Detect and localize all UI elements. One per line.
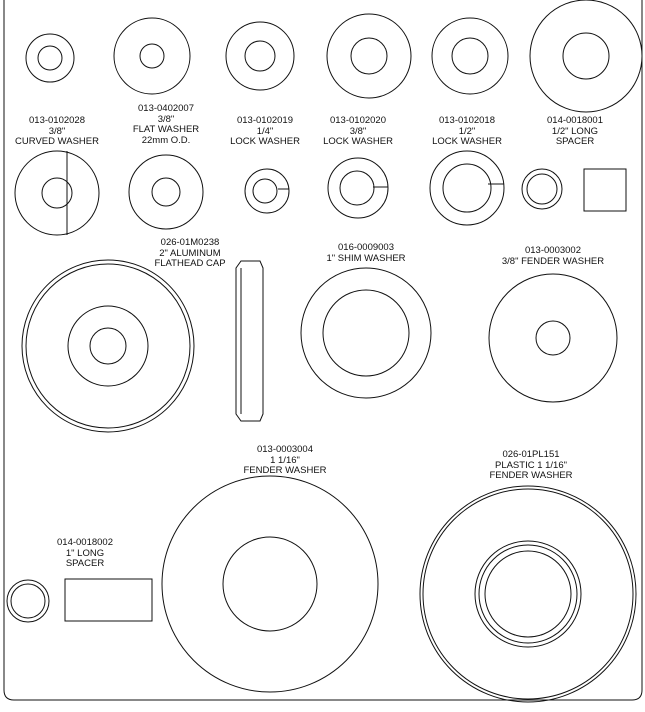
shim-washer-top-view: [301, 268, 431, 398]
label-plastic-fender-washer: [489, 450, 572, 482]
long-spacer-1-2-top-view: [530, 0, 642, 112]
long-spacer-1-side-view: [65, 579, 152, 621]
part-number: 013-0003004: [256, 444, 313, 455]
flat-washer-side-view: [129, 155, 203, 229]
part-number: 016-0009003: [338, 242, 394, 253]
lock-washer-1-4-split-view: [245, 169, 289, 213]
fender-washer-1-1-16-top-view: [162, 476, 378, 692]
part-size: PLASTIC 1 1/16": [494, 459, 568, 471]
tray-outline: [4, 0, 642, 700]
part-number: 026-01PL151: [502, 449, 560, 460]
label-lock-washer-3-8: [323, 116, 393, 148]
label-fender-washer-1-1-16: [243, 445, 326, 477]
part-description: SPACER: [555, 136, 595, 147]
label-aluminum-flathead-cap: [154, 238, 225, 270]
part-description: 1" SHIM WASHER: [326, 252, 406, 264]
part-number: 013-0102019: [236, 115, 293, 126]
part-size: 3/8": [157, 113, 175, 125]
part-description: 3/8" FENDER WASHER: [501, 255, 605, 267]
label-shim-washer: [326, 243, 405, 264]
plastic-fender-washer-top-view: [420, 486, 636, 702]
part-description: CURVED WASHER: [15, 136, 99, 147]
part-description: SPACER: [65, 558, 105, 569]
label-flat-washer: [133, 104, 199, 146]
label-curved-washer: [15, 116, 99, 148]
lock-washer-1-4-top-view: [226, 22, 294, 90]
label-long-spacer-1-2: [547, 116, 603, 148]
part-size: 1/4": [256, 125, 274, 137]
part-description: FENDER WASHER: [243, 465, 327, 476]
part-number: 013-0102020: [329, 115, 386, 126]
part-size: 3/8": [48, 125, 66, 137]
long-spacer-1-end-view: [7, 580, 49, 622]
lock-washer-3-8-top-view: [327, 14, 411, 98]
part-description: LOCK WASHER: [323, 136, 393, 147]
part-description: FLAT WASHER: [132, 124, 200, 135]
curved-washer-top-view: [26, 34, 74, 82]
part-number: 026-01M0238: [160, 237, 220, 248]
part-size: 1 1/16": [270, 454, 300, 466]
part-description: FENDER WASHER: [489, 470, 573, 481]
long-spacer-1-2-end-view: [522, 169, 562, 209]
flat-washer-top-view: [114, 18, 190, 94]
part-description: LOCK WASHER: [230, 136, 300, 147]
part-number: 013-0003002: [524, 245, 581, 256]
part-size: 1/2" LONG: [551, 125, 599, 137]
lock-washer-3-8-split-view: [328, 158, 388, 218]
part-number: 014-0018001: [547, 115, 603, 126]
label-lock-washer-1-4: [230, 116, 300, 148]
fender-washer-3-8-top-view: [489, 274, 617, 402]
curved-washer-side-view: [15, 151, 99, 235]
part-number: 014-0018002: [57, 537, 113, 548]
part-size: 2" ALUMINUM: [159, 247, 221, 259]
aluminum-flathead-cap-top-view: [22, 260, 194, 432]
part-size: 3/8": [349, 125, 367, 137]
part-number: 013-0102018: [438, 115, 495, 126]
lock-washer-1-2-split-view: [430, 151, 504, 225]
aluminum-flathead-cap-side-view: [236, 261, 263, 421]
label-long-spacer-1: [57, 538, 113, 570]
lock-washer-1-2-top-view: [432, 18, 508, 94]
part-description: LOCK WASHER: [432, 136, 502, 147]
long-spacer-1-2-side-view: [584, 169, 626, 211]
label-lock-washer-1-2: [432, 116, 502, 148]
part-description: FLATHEAD CAP: [154, 258, 226, 269]
part-number: 013-0402007: [138, 103, 194, 114]
part-size: 1/2": [458, 125, 476, 137]
part-number: 013-0102028: [29, 115, 85, 126]
label-fender-washer-3-8: [502, 246, 604, 267]
part-dimension: 22mm O.D.: [141, 134, 191, 146]
part-size: 1" LONG: [65, 547, 105, 559]
